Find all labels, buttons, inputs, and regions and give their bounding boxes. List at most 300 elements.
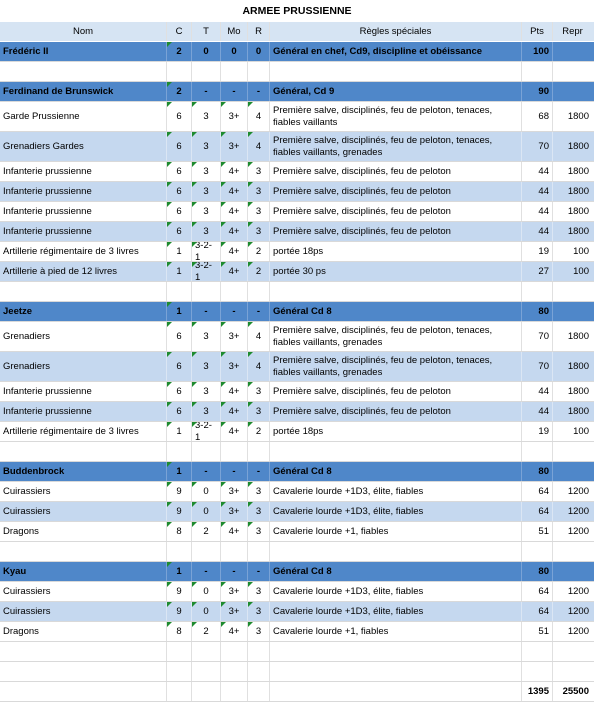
- cell-regles[interactable]: [270, 162, 522, 181]
- cell-nom[interactable]: [0, 302, 167, 321]
- cell-r[interactable]: [248, 222, 270, 241]
- cell-nom[interactable]: [0, 262, 167, 281]
- cell-r[interactable]: [248, 282, 270, 301]
- cell-repr[interactable]: [553, 562, 592, 581]
- cell-repr[interactable]: [553, 222, 592, 241]
- cell-text: 4: [255, 110, 262, 122]
- cell-mo[interactable]: [221, 162, 248, 181]
- cell-t[interactable]: [192, 502, 221, 521]
- cell-t[interactable]: [192, 282, 221, 301]
- cell-r[interactable]: [248, 542, 270, 561]
- cell-mo[interactable]: [221, 302, 248, 321]
- cell-t[interactable]: [192, 242, 221, 261]
- cell-r[interactable]: [248, 502, 270, 521]
- cell-pts[interactable]: [522, 602, 553, 621]
- cell-t[interactable]: [192, 422, 221, 441]
- cell-mo[interactable]: [221, 102, 248, 131]
- cell-marker-icon: [167, 422, 172, 427]
- header-nom[interactable]: Nom: [0, 22, 167, 41]
- cell-repr[interactable]: [553, 62, 592, 81]
- cell-marker-icon: [192, 522, 197, 527]
- cell-c[interactable]: [167, 162, 192, 181]
- cell-text: 1: [176, 465, 182, 477]
- cell-nom[interactable]: [0, 42, 167, 61]
- cell-t[interactable]: [192, 62, 221, 81]
- cell-pts[interactable]: [522, 132, 553, 161]
- cell-c[interactable]: [167, 662, 192, 681]
- cell-text: 1800: [567, 405, 589, 417]
- cell-pts[interactable]: [522, 682, 553, 701]
- header-r[interactable]: R: [248, 22, 270, 41]
- cell-r[interactable]: [248, 162, 270, 181]
- cell-nom[interactable]: [0, 442, 167, 461]
- cell-text: 100: [533, 45, 549, 57]
- cell-t[interactable]: [192, 202, 221, 221]
- header-mo[interactable]: Mo: [221, 22, 248, 41]
- cell-repr[interactable]: [553, 262, 592, 281]
- cell-repr[interactable]: [553, 322, 592, 351]
- cell-pts[interactable]: [522, 502, 553, 521]
- cell-t[interactable]: [192, 682, 221, 701]
- cell-mo[interactable]: [221, 222, 248, 241]
- cell-pts[interactable]: [522, 662, 553, 681]
- cell-t[interactable]: [192, 562, 221, 581]
- cell-text: Ferdinand de Brunswick: [3, 85, 114, 97]
- cell-pts[interactable]: [522, 352, 553, 381]
- cell-nom[interactable]: [0, 352, 167, 381]
- cell-pts[interactable]: [522, 582, 553, 601]
- cell-marker-icon: [192, 182, 197, 187]
- cell-r[interactable]: [248, 352, 270, 381]
- cell-mo[interactable]: [221, 422, 248, 441]
- cell-regles[interactable]: [270, 132, 522, 161]
- cell-c[interactable]: [167, 462, 192, 481]
- cell-repr[interactable]: [553, 42, 592, 61]
- cell-t[interactable]: [192, 102, 221, 131]
- cell-regles[interactable]: [270, 602, 522, 621]
- cell-pts[interactable]: [522, 242, 553, 261]
- cell-regles[interactable]: [270, 202, 522, 221]
- cell-repr[interactable]: [553, 402, 592, 421]
- cell-mo[interactable]: [221, 522, 248, 541]
- cell-repr[interactable]: [553, 202, 592, 221]
- cell-regles[interactable]: [270, 422, 522, 441]
- cell-nom[interactable]: [0, 522, 167, 541]
- cell-repr[interactable]: [553, 382, 592, 401]
- cell-t[interactable]: [192, 42, 221, 61]
- cell-c[interactable]: [167, 132, 192, 161]
- cell-regles[interactable]: [270, 462, 522, 481]
- cell-c[interactable]: [167, 102, 192, 131]
- cell-regles[interactable]: [270, 542, 522, 561]
- cell-r[interactable]: [248, 302, 270, 321]
- cell-repr[interactable]: [553, 102, 592, 131]
- cell-repr[interactable]: [553, 82, 592, 101]
- cell-nom[interactable]: [0, 642, 167, 661]
- cell-regles[interactable]: [270, 622, 522, 641]
- cell-repr[interactable]: [553, 282, 592, 301]
- cell-mo[interactable]: [221, 582, 248, 601]
- cell-nom[interactable]: [0, 602, 167, 621]
- cell-nom[interactable]: [0, 622, 167, 641]
- cell-c[interactable]: [167, 602, 192, 621]
- cell-c[interactable]: [167, 42, 192, 61]
- cell-mo[interactable]: [221, 352, 248, 381]
- cell-r[interactable]: [248, 82, 270, 101]
- cell-r[interactable]: [248, 402, 270, 421]
- cell-nom[interactable]: [0, 462, 167, 481]
- cell-repr[interactable]: [553, 682, 592, 701]
- cell-pts[interactable]: [522, 62, 553, 81]
- cell-regles[interactable]: [270, 302, 522, 321]
- cell-marker-icon: [221, 622, 226, 627]
- cell-regles[interactable]: [270, 522, 522, 541]
- cell-nom[interactable]: [0, 382, 167, 401]
- cell-r[interactable]: [248, 242, 270, 261]
- cell-t[interactable]: [192, 222, 221, 241]
- cell-mo[interactable]: [221, 442, 248, 461]
- cell-regles[interactable]: [270, 352, 522, 381]
- header-regles[interactable]: Règles spéciales: [270, 22, 522, 41]
- cell-r[interactable]: [248, 462, 270, 481]
- cell-text: 6: [176, 405, 182, 417]
- cell-text: Infanterie prussienne: [3, 385, 92, 397]
- cell-t[interactable]: [192, 402, 221, 421]
- cell-r[interactable]: [248, 132, 270, 161]
- cell-t[interactable]: [192, 542, 221, 561]
- cell-marker-icon: [192, 402, 197, 407]
- cell-marker-icon: [248, 222, 253, 227]
- cell-c[interactable]: [167, 242, 192, 261]
- cell-pts[interactable]: [522, 622, 553, 641]
- cell-mo[interactable]: [221, 462, 248, 481]
- cell-nom[interactable]: [0, 222, 167, 241]
- cell-mo[interactable]: [221, 262, 248, 281]
- cell-pts[interactable]: [522, 322, 553, 351]
- cell-pts[interactable]: [522, 262, 553, 281]
- cell-pts[interactable]: [522, 162, 553, 181]
- cell-mo[interactable]: [221, 382, 248, 401]
- cell-pts[interactable]: [522, 542, 553, 561]
- cell-pts[interactable]: [522, 222, 553, 241]
- cell-regles[interactable]: [270, 282, 522, 301]
- cell-mo[interactable]: [221, 182, 248, 201]
- cell-r[interactable]: [248, 182, 270, 201]
- cell-marker-icon: [248, 102, 253, 107]
- cell-t[interactable]: [192, 482, 221, 501]
- cell-t[interactable]: [192, 132, 221, 161]
- cell-mo[interactable]: [221, 242, 248, 261]
- cell-text: Général Cd 8: [273, 305, 332, 317]
- cell-repr[interactable]: [553, 242, 592, 261]
- cell-c[interactable]: [167, 682, 192, 701]
- cell-r[interactable]: [248, 642, 270, 661]
- cell-r[interactable]: [248, 382, 270, 401]
- cell-r[interactable]: [248, 622, 270, 641]
- cell-r[interactable]: [248, 522, 270, 541]
- cell-regles[interactable]: [270, 582, 522, 601]
- cell-pts[interactable]: [522, 642, 553, 661]
- cell-pts[interactable]: [522, 42, 553, 61]
- cell-text: 44: [538, 205, 549, 217]
- cell-pts[interactable]: [522, 202, 553, 221]
- cell-regles[interactable]: [270, 682, 522, 701]
- cell-mo[interactable]: [221, 202, 248, 221]
- cell-text: 4: [255, 140, 262, 152]
- cell-mo[interactable]: [221, 132, 248, 161]
- cell-mo[interactable]: [221, 662, 248, 681]
- cell-regles[interactable]: [270, 402, 522, 421]
- cell-t[interactable]: [192, 262, 221, 281]
- cell-regles[interactable]: [270, 82, 522, 101]
- cell-t[interactable]: [192, 82, 221, 101]
- header-t[interactable]: T: [192, 22, 221, 41]
- cell-r[interactable]: [248, 262, 270, 281]
- cell-text: 0: [203, 485, 209, 497]
- cell-c[interactable]: [167, 402, 192, 421]
- cell-pts[interactable]: [522, 522, 553, 541]
- cell-mo[interactable]: [221, 282, 248, 301]
- cell-c[interactable]: [167, 542, 192, 561]
- cell-repr[interactable]: [553, 502, 592, 521]
- cell-r[interactable]: [248, 422, 270, 441]
- cell-repr[interactable]: [553, 662, 592, 681]
- cell-mo[interactable]: [221, 622, 248, 641]
- cell-regles[interactable]: [270, 482, 522, 501]
- cell-regles[interactable]: [270, 242, 522, 261]
- cell-r[interactable]: [248, 202, 270, 221]
- cell-regles[interactable]: [270, 442, 522, 461]
- cell-r[interactable]: [248, 562, 270, 581]
- cell-text: Grenadiers Gardes: [3, 140, 84, 152]
- cell-c[interactable]: [167, 262, 192, 281]
- cell-repr[interactable]: [553, 482, 592, 501]
- cell-mo[interactable]: [221, 682, 248, 701]
- cell-r[interactable]: [248, 42, 270, 61]
- cell-c[interactable]: [167, 642, 192, 661]
- cell-mo[interactable]: [221, 542, 248, 561]
- cell-regles[interactable]: [270, 642, 522, 661]
- cell-nom[interactable]: [0, 502, 167, 521]
- cell-repr[interactable]: [553, 462, 592, 481]
- cell-nom[interactable]: [0, 422, 167, 441]
- cell-nom[interactable]: [0, 682, 167, 701]
- cell-text: Première salve, disciplinés, feu de peloton: [273, 405, 451, 417]
- cell-text: 3+: [228, 360, 240, 372]
- cell-regles[interactable]: [270, 502, 522, 521]
- cell-pts[interactable]: [522, 382, 553, 401]
- cell-pts[interactable]: [522, 282, 553, 301]
- cell-c[interactable]: [167, 382, 192, 401]
- cell-c[interactable]: [167, 82, 192, 101]
- cell-pts[interactable]: [522, 562, 553, 581]
- cell-mo[interactable]: [221, 602, 248, 621]
- cell-marker-icon: [221, 402, 226, 407]
- cell-mo[interactable]: [221, 502, 248, 521]
- cell-t[interactable]: [192, 352, 221, 381]
- cell-r[interactable]: [248, 62, 270, 81]
- header-repr[interactable]: Repr: [562, 25, 583, 37]
- cell-c[interactable]: [167, 422, 192, 441]
- table-row: [0, 582, 594, 602]
- cell-regles[interactable]: [270, 102, 522, 131]
- cell-mo[interactable]: [221, 402, 248, 421]
- cell-c[interactable]: [167, 62, 192, 81]
- cell-text: Première salve, disciplinés, feu de peloton: [273, 385, 451, 397]
- cell-t[interactable]: [192, 382, 221, 401]
- cell-nom[interactable]: [0, 182, 167, 201]
- cell-c[interactable]: [167, 502, 192, 521]
- cell-repr[interactable]: [553, 162, 592, 181]
- cell-repr[interactable]: [553, 442, 592, 461]
- cell-regles[interactable]: [270, 322, 522, 351]
- cell-regles[interactable]: [270, 62, 522, 81]
- cell-repr[interactable]: [553, 522, 592, 541]
- cell-pts[interactable]: [522, 422, 553, 441]
- cell-text: 3+: [228, 110, 240, 122]
- cell-c[interactable]: [167, 442, 192, 461]
- sheet-title[interactable]: ARMEE PRUSSIENNE: [242, 5, 352, 17]
- cell-pts[interactable]: [522, 462, 553, 481]
- cell-c[interactable]: [167, 182, 192, 201]
- cell-repr[interactable]: [553, 602, 592, 621]
- cell-nom[interactable]: [0, 322, 167, 351]
- cell-marker-icon: [192, 162, 197, 167]
- table-row: [0, 42, 594, 62]
- cell-t[interactable]: [192, 462, 221, 481]
- cell-text: 3: [255, 585, 262, 597]
- cell-repr[interactable]: [553, 422, 592, 441]
- cell-r[interactable]: [248, 682, 270, 701]
- cell-repr[interactable]: [553, 302, 592, 321]
- cell-t[interactable]: [192, 442, 221, 461]
- cell-nom[interactable]: [0, 402, 167, 421]
- cell-repr[interactable]: [553, 642, 592, 661]
- cell-text: 0: [255, 45, 262, 57]
- cell-nom[interactable]: [0, 482, 167, 501]
- cell-c[interactable]: [167, 622, 192, 641]
- cell-text: 70: [538, 330, 549, 342]
- cell-t[interactable]: [192, 162, 221, 181]
- cell-text: 3: [203, 385, 209, 397]
- cell-r[interactable]: [248, 582, 270, 601]
- cell-r[interactable]: [248, 482, 270, 501]
- cell-text: Cavalerie lourde +1, fiables: [273, 525, 389, 537]
- cell-nom[interactable]: [0, 282, 167, 301]
- cell-marker-icon: [221, 132, 226, 137]
- cell-t[interactable]: [192, 662, 221, 681]
- cell-regles[interactable]: [270, 182, 522, 201]
- cell-repr[interactable]: [553, 622, 592, 641]
- cell-t[interactable]: [192, 642, 221, 661]
- cell-c[interactable]: [167, 482, 192, 501]
- cell-c[interactable]: [167, 202, 192, 221]
- cell-c[interactable]: [167, 582, 192, 601]
- cell-c[interactable]: [167, 562, 192, 581]
- cell-text: 51: [538, 625, 549, 637]
- cell-text: portée 18ps: [273, 245, 324, 257]
- cell-pts[interactable]: [522, 102, 553, 131]
- cell-text: Dragons: [3, 525, 39, 537]
- header-c[interactable]: C: [167, 22, 192, 41]
- cell-mo[interactable]: [221, 322, 248, 351]
- cell-mo[interactable]: [221, 42, 248, 61]
- cell-nom[interactable]: [0, 662, 167, 681]
- cell-regles[interactable]: [270, 262, 522, 281]
- cell-t[interactable]: [192, 302, 221, 321]
- cell-t[interactable]: [192, 182, 221, 201]
- cell-pts[interactable]: [522, 482, 553, 501]
- cell-text: 3+: [228, 485, 240, 497]
- cell-text: 1800: [567, 225, 589, 237]
- cell-regles[interactable]: [270, 562, 522, 581]
- cell-nom[interactable]: [0, 102, 167, 131]
- cell-nom[interactable]: [0, 242, 167, 261]
- cell-t[interactable]: [192, 582, 221, 601]
- cell-regles[interactable]: [270, 222, 522, 241]
- cell-c[interactable]: [167, 322, 192, 351]
- cell-mo[interactable]: [221, 642, 248, 661]
- cell-r[interactable]: [248, 602, 270, 621]
- cell-c[interactable]: [167, 302, 192, 321]
- cell-mo[interactable]: [221, 82, 248, 101]
- cell-marker-icon: [248, 242, 253, 247]
- cell-repr[interactable]: [553, 132, 592, 161]
- cell-nom[interactable]: [0, 202, 167, 221]
- cell-r[interactable]: [248, 662, 270, 681]
- cell-repr[interactable]: [553, 582, 592, 601]
- cell-c[interactable]: [167, 282, 192, 301]
- cell-nom[interactable]: [0, 62, 167, 81]
- cell-mo[interactable]: [221, 482, 248, 501]
- cell-t[interactable]: [192, 622, 221, 641]
- cell-t[interactable]: [192, 522, 221, 541]
- cell-pts[interactable]: [522, 82, 553, 101]
- cell-repr[interactable]: [553, 182, 592, 201]
- cell-t[interactable]: [192, 602, 221, 621]
- cell-nom[interactable]: [0, 132, 167, 161]
- cell-c[interactable]: [167, 352, 192, 381]
- cell-c[interactable]: [167, 222, 192, 241]
- cell-regles[interactable]: [270, 382, 522, 401]
- cell-pts[interactable]: [522, 182, 553, 201]
- cell-nom[interactable]: [0, 582, 167, 601]
- cell-nom[interactable]: [0, 162, 167, 181]
- cell-text: 3: [255, 525, 262, 537]
- cell-text: 100: [573, 265, 589, 277]
- cell-marker-icon: [167, 182, 172, 187]
- cell-pts[interactable]: [522, 402, 553, 421]
- cell-t[interactable]: [192, 322, 221, 351]
- cell-regles[interactable]: [270, 662, 522, 681]
- cell-nom[interactable]: [0, 82, 167, 101]
- header-pts[interactable]: Pts: [522, 22, 553, 41]
- cell-pts[interactable]: [522, 302, 553, 321]
- cell-mo[interactable]: [221, 562, 248, 581]
- cell-nom[interactable]: [0, 542, 167, 561]
- blank-row: [0, 442, 594, 462]
- cell-pts[interactable]: [522, 442, 553, 461]
- cell-r[interactable]: [248, 322, 270, 351]
- cell-c[interactable]: [167, 522, 192, 541]
- cell-regles[interactable]: [270, 42, 522, 61]
- cell-r[interactable]: [248, 102, 270, 131]
- cell-nom[interactable]: [0, 562, 167, 581]
- cell-r[interactable]: [248, 442, 270, 461]
- cell-repr[interactable]: [553, 352, 592, 381]
- cell-mo[interactable]: [221, 62, 248, 81]
- cell-repr[interactable]: [553, 542, 592, 561]
